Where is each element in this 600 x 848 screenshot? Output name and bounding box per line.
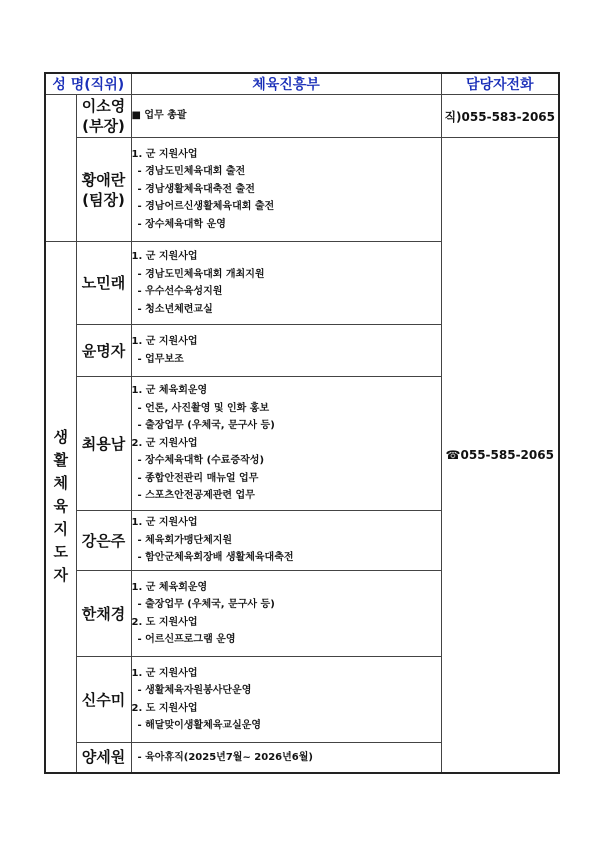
duty-heading: 1. 군 체육회운영 xyxy=(131,581,208,593)
staff-name: 양세원 xyxy=(81,748,126,767)
group-label-char: 활 xyxy=(53,451,68,470)
duty-item: - 해달맞이생활체육교실운영 xyxy=(137,720,262,731)
duty-item: - 경남도민체육대회 개최지원 xyxy=(137,268,265,280)
staff-name: 한채경 xyxy=(81,604,126,623)
duty-heading: 1. 군 지원사업 xyxy=(131,251,198,262)
duty-item: - 체육회가맹단체지원 xyxy=(137,534,233,546)
duty-heading: 1. 군 지원사업 xyxy=(131,148,198,160)
duty-item: - 출장업무 (우체국, 문구사 등) xyxy=(137,420,275,432)
staff-duty-table xyxy=(44,72,560,774)
staff-name-cell xyxy=(76,95,131,138)
duty-cell xyxy=(131,242,441,325)
staff-name-cell xyxy=(76,743,131,773)
group-label-char: 육 xyxy=(53,497,68,516)
duty-heading: 2. 군 지원사업 xyxy=(131,437,198,449)
staff-name: 신수미 xyxy=(81,690,126,709)
staff-name: 강은주 xyxy=(81,531,126,550)
staff-name-cell xyxy=(76,325,131,377)
group-label-char: 지 xyxy=(53,520,68,539)
staff-name-cell xyxy=(76,511,131,571)
duty-cell xyxy=(131,325,441,377)
group-cell-management xyxy=(45,95,76,242)
staff-name-cell xyxy=(76,571,131,657)
duty-item: - 장수체육대학 운영 xyxy=(137,218,226,230)
staff-name-cell xyxy=(76,138,131,242)
group-label-char: 자 xyxy=(53,566,68,585)
staff-name: 윤명자 xyxy=(81,341,126,360)
duty-cell xyxy=(131,511,441,571)
duty-item: - 육아휴직(2025년7월~ 2026년6월) xyxy=(137,751,313,763)
duty-item: - 청소년체련교실 xyxy=(137,303,213,315)
group-cell-sports-instructors xyxy=(45,242,76,773)
duty-item: - 경남생활체육대축전 출전 xyxy=(137,183,255,195)
duty-item: - 우수선수육성지원 xyxy=(137,286,223,297)
staff-name-cell xyxy=(76,377,131,511)
staff-name: 황애란 xyxy=(81,170,126,189)
duty-cell xyxy=(131,377,441,511)
duty-item: - 경남어르신생활체육대회 출전 xyxy=(137,201,275,213)
header-department: 체육진흥부 xyxy=(131,73,441,95)
duty-item: - 생활체육자원봉사단운영 xyxy=(137,685,252,696)
duty-cell xyxy=(131,138,441,242)
staff-name: 이소영 xyxy=(81,97,126,115)
table-row xyxy=(45,138,559,242)
table-row xyxy=(45,95,559,138)
duty-item: - 스포츠안전공제관련 업무 xyxy=(137,490,255,502)
duty-item: - 종합안전관리 매뉴얼 업무 xyxy=(137,472,259,484)
duty-cell xyxy=(131,743,441,773)
table-header-row xyxy=(45,73,559,95)
duty-item: - 장수체육대학 (수료증작성) xyxy=(137,455,265,467)
duty-heading: 2. 도 지원사업 xyxy=(131,702,198,714)
duty-cell xyxy=(131,571,441,657)
staff-name-cell xyxy=(76,242,131,325)
duty-cell xyxy=(131,95,441,138)
group-label-char: 생 xyxy=(53,428,68,447)
staff-title: (부장) xyxy=(82,117,125,135)
duty-item: - 업무보조 xyxy=(137,353,184,365)
duty-heading: 1. 군 지원사업 xyxy=(131,667,198,679)
duty-item: - 어르신프로그램 운영 xyxy=(137,634,236,645)
duty-heading: 1. 군 체육회운영 xyxy=(131,385,208,397)
shared-phone: ☎055-585-2065 xyxy=(441,138,559,773)
duty-heading: 1. 군 지원사업 xyxy=(131,517,198,529)
header-name-title: 성 명(직위) xyxy=(45,73,131,95)
duty-heading: 2. 도 지원사업 xyxy=(131,616,198,628)
duty-item: - 언론, 사진촬영 및 인화 홍보 xyxy=(137,402,270,414)
duty-heading: 1. 군 지원사업 xyxy=(131,336,198,347)
duty-item: - 경남도민체육대회 출전 xyxy=(137,166,246,178)
staff-name: 최용남 xyxy=(81,434,126,453)
staff-name: 노민래 xyxy=(81,274,126,292)
header-phone: 담당자전화 xyxy=(441,73,559,95)
staff-name-cell xyxy=(76,657,131,743)
group-label-char: 체 xyxy=(53,474,68,493)
duty-heading: ■ 업무 총괄 xyxy=(131,110,187,122)
duty-cell xyxy=(131,657,441,743)
direct-phone: 직)055-583-2065 xyxy=(441,95,559,138)
staff-title: (팀장) xyxy=(82,190,125,209)
duty-item: - 출장업무 (우체국, 문구사 등) xyxy=(137,599,275,610)
duty-item: - 함안군체육회장배 생활체육대축전 xyxy=(137,552,294,564)
group-label-char: 도 xyxy=(53,543,68,562)
